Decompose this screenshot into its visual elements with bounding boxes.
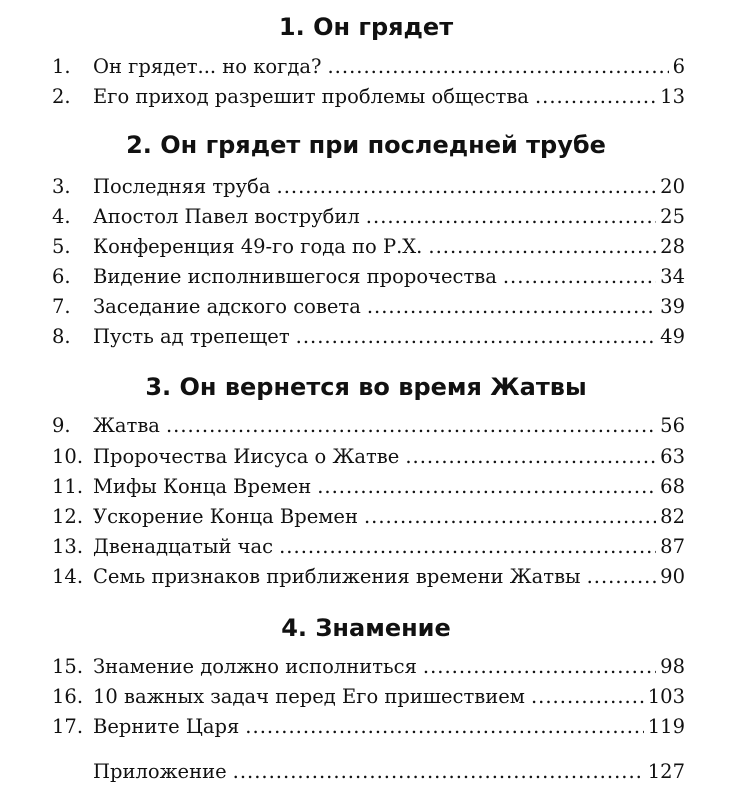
toc-entry[interactable]: [0, 203, 732, 231]
entry-title: Мифы Конца Времен: [93, 475, 312, 498]
entry-line: [93, 323, 685, 351]
section-title-2: 2. Он грядет при последней трубе: [126, 131, 606, 159]
toc-entry[interactable]: [0, 713, 732, 741]
entry-title: Двенадцатый час: [93, 535, 274, 558]
entry-line: [93, 683, 685, 711]
entry-line: [93, 473, 685, 501]
toc-entry[interactable]: [0, 323, 732, 351]
entry-number: 14.: [52, 565, 84, 588]
toc-entry[interactable]: [0, 173, 732, 201]
toc-entry[interactable]: [0, 83, 732, 111]
dot-leader: [233, 758, 644, 786]
entry-line: [93, 233, 685, 261]
entry-title: 10 важных задач перед Его пришествием: [93, 685, 525, 708]
entry-title: Верните Царя: [93, 715, 240, 738]
toc-entry[interactable]: [0, 53, 732, 81]
entry-line: [93, 653, 685, 681]
dot-leader: [296, 323, 657, 351]
entry-line: [93, 263, 685, 291]
dot-leader: [423, 653, 656, 681]
toc-entry[interactable]: [0, 473, 732, 501]
dot-leader: [587, 563, 657, 591]
entry-number: 16.: [52, 685, 84, 708]
entry-title: Ускорение Конца Времен: [93, 505, 358, 528]
entry-title: Приложение: [93, 760, 227, 783]
entry-number: 7.: [52, 295, 71, 318]
entry-line: [93, 203, 685, 231]
dot-leader: [503, 263, 656, 291]
dot-leader: [327, 53, 668, 81]
entry-number: 13.: [52, 535, 84, 558]
section-title-4: 4. Знамение: [281, 614, 451, 642]
entry-title: Заседание адского совета: [93, 295, 361, 318]
toc-entry[interactable]: [0, 563, 732, 591]
entry-line: [93, 713, 685, 741]
entry-title: Жатва: [93, 414, 160, 437]
entry-line: [93, 533, 685, 561]
entry-page-number: 63: [660, 445, 685, 468]
entry-page-number: 90: [660, 565, 685, 588]
entry-title: Видение исполнившегося пророчества: [93, 265, 497, 288]
dot-leader: [535, 83, 656, 111]
entry-page-number: 103: [647, 685, 685, 708]
entry-number: 9.: [52, 414, 71, 437]
entry-page-number: 87: [660, 535, 685, 558]
entry-title: Семь признаков приближения времени Жатвы: [93, 565, 581, 588]
entry-number: 5.: [52, 235, 71, 258]
entry-page-number: 28: [660, 235, 685, 258]
section-title-3: 3. Он вернется во время Жатвы: [145, 373, 587, 401]
entry-page-number: 68: [660, 475, 685, 498]
entry-number: 10.: [52, 445, 84, 468]
entry-title: Знамение должно исполниться: [93, 655, 417, 678]
entry-page-number: 13: [660, 85, 685, 108]
toc-entry[interactable]: [0, 653, 732, 681]
entry-page-number: 34: [660, 265, 685, 288]
entry-title: Конференция 49-го года по Р.Х.: [93, 235, 423, 258]
entry-line: [93, 443, 685, 471]
entry-page-number: 6: [672, 55, 685, 78]
dot-leader: [166, 412, 656, 440]
dot-leader: [277, 173, 657, 201]
toc-entry-appendix[interactable]: [0, 758, 732, 786]
dot-leader: [279, 533, 656, 561]
entry-page-number: 82: [660, 505, 685, 528]
toc-entry[interactable]: [0, 233, 732, 261]
entry-page-number: 25: [660, 205, 685, 228]
entry-page-number: 119: [647, 715, 685, 738]
entry-page-number: 20: [660, 175, 685, 198]
entry-line: [93, 53, 685, 81]
entry-line: [93, 412, 685, 440]
entry-title: Пророчества Иисуса о Жатве: [93, 445, 400, 468]
toc-entry[interactable]: [0, 503, 732, 531]
entry-title: Его приход разрешит проблемы общества: [93, 85, 529, 108]
dot-leader: [366, 203, 656, 231]
toc-entry[interactable]: [0, 443, 732, 471]
entry-line: [93, 503, 685, 531]
toc-entry[interactable]: [0, 533, 732, 561]
entry-number: 4.: [52, 205, 71, 228]
toc-entry[interactable]: [0, 683, 732, 711]
entry-number: 11.: [52, 475, 84, 498]
toc-entry[interactable]: [0, 293, 732, 321]
entry-page-number: 127: [647, 760, 685, 783]
entry-page-number: 49: [660, 325, 685, 348]
entry-number: 12.: [52, 505, 84, 528]
entry-title: Он грядет... но когда?: [93, 55, 322, 78]
dot-leader: [405, 443, 656, 471]
entry-page-number: 56: [660, 414, 685, 437]
toc-entry[interactable]: [0, 263, 732, 291]
entry-number: 6.: [52, 265, 71, 288]
dot-leader: [531, 683, 644, 711]
entry-line: [93, 563, 685, 591]
dot-leader: [367, 293, 656, 321]
entry-line: [93, 173, 685, 201]
entry-page-number: 98: [660, 655, 685, 678]
entry-line: [93, 293, 685, 321]
entry-number: 8.: [52, 325, 71, 348]
dot-leader: [245, 713, 643, 741]
entry-number: 2.: [52, 85, 71, 108]
entry-number: 15.: [52, 655, 84, 678]
dot-leader: [364, 503, 656, 531]
entry-title: Апостол Павел вострубил: [93, 205, 360, 228]
entry-line: [93, 758, 685, 786]
entry-title: Последняя труба: [93, 175, 271, 198]
entry-line: [93, 83, 685, 111]
entry-number: 1.: [52, 55, 71, 78]
toc-entry[interactable]: [0, 412, 732, 440]
entry-number: 3.: [52, 175, 71, 198]
entry-number: 17.: [52, 715, 84, 738]
dot-leader: [428, 233, 656, 261]
section-title-1: 1. Он грядет: [278, 13, 454, 41]
dot-leader: [317, 473, 656, 501]
entry-title: Пусть ад трепещет: [93, 325, 290, 348]
entry-page-number: 39: [660, 295, 685, 318]
